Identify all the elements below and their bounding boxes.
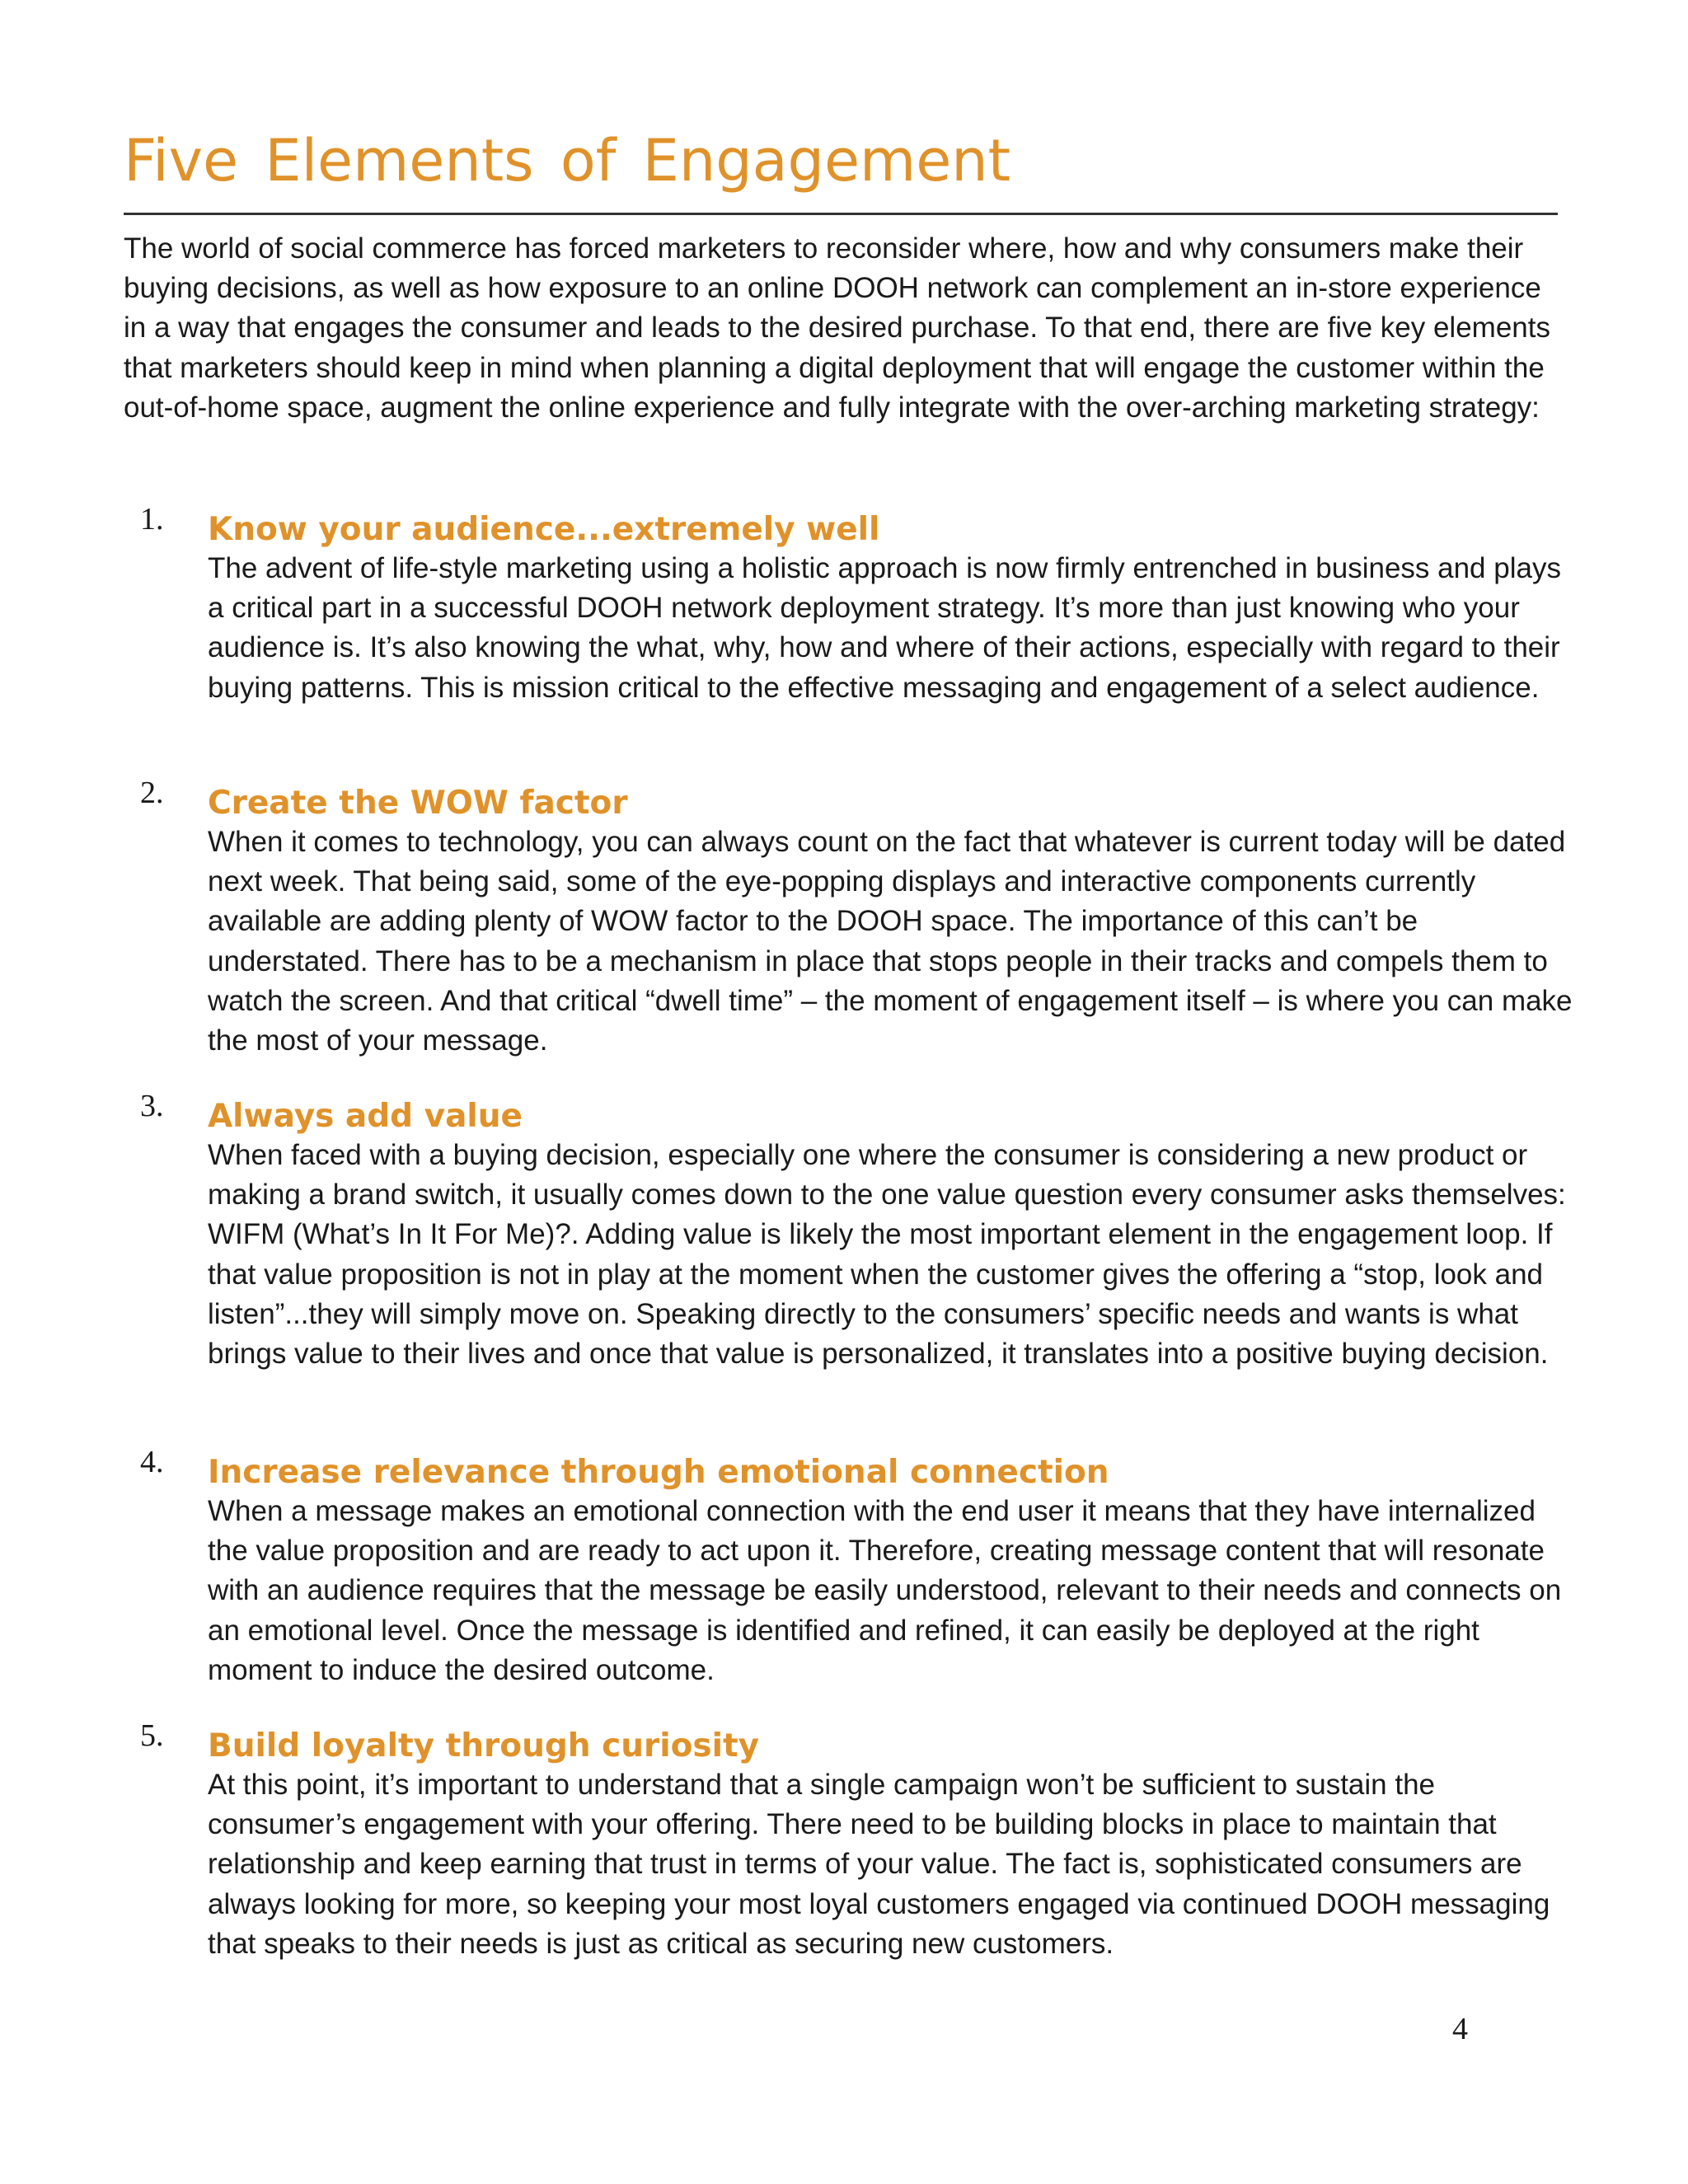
list-number-3: 3. [140, 1089, 164, 1123]
item-body-2: When it comes to technology, you can always count on the fact that whatever is current today will be dated next week. That being said, some of the eye-popping displays and interactive components currently available are adding plenty of WOW factor to the DOOH space. The importance of this can’t be understated. There has to be a mechanism in place that stops people in their tracks and compels them to watch the screen. And that critical “dwell time” – the moment of engagement itself – is where you can make the most of your message. [208, 826, 1573, 1057]
item-heading-4: Increase relevance through emotional connection [208, 1454, 1109, 1491]
item-body-5: At this point, it’s important to understand that a single campaign won’t be sufficient to sustain the consumer’s engagement with your offering. There need to be building blocks in place to maintain that relationship and keep earning that trust in terms of your value. The fact is, sophisticated consumers are always looking for more, so keeping your most loyal customers engaged via continued DOOH messaging that speaks to their needs is just as critical as securing new customers. [208, 1769, 1550, 1960]
page-number: 4 [1452, 2012, 1468, 2046]
item-heading-1: Know your audience...extremely well [208, 511, 880, 548]
list-number-5: 5. [140, 1718, 164, 1753]
title-divider [124, 213, 1558, 215]
item-heading-3: Always add value [208, 1098, 523, 1135]
item-heading-2: Create the WOW factor [208, 785, 628, 822]
list-number-2: 2. [140, 776, 164, 810]
list-number-4: 4. [140, 1445, 164, 1479]
list-number-1: 1. [140, 502, 164, 537]
page-title: Five Elements of Engagement [124, 127, 1011, 194]
item-heading-5: Build loyalty through curiosity [208, 1727, 760, 1765]
item-body-3: When faced with a buying decision, especially one where the consumer is considering a new product or making a brand switch, it usually comes down to the one value question every consumer asks themselves: WIFM (What’s In It For Me)?. Adding value is likely the most important element in the engagement loop. If that value proposition is not in play at the moment when the customer gives the offering a “stop, look and listen”...they will simply move on. Speaking directly to the consumers’ specific needs and wants is what brings value to their lives and once that value is personalized, it translates into a positive buying decision. [208, 1139, 1566, 1371]
item-body-1: The advent of life-style marketing using a holistic approach is now firmly entrenched in business and plays a critical part in a successful DOOH network deployment strategy. It’s more than just knowing who your audience is. It’s also knowing the what, why, how and where of their actions, especially with regard to their buying patterns. This is mission critical to the effective messaging and engagement of a select audience. [208, 552, 1561, 704]
intro-paragraph: The world of social commerce has forced marketers to reconsider where, how and why consumers make their buying decisions, as well as how exposure to an online DOOH network can complement an in-store experience in a way that engages the consumer and leads to the desired purchase. To that end, there are five key elements that marketers should keep in mind when planning a digital deployment that will engage the customer within the out-of-home space, augment the online experience and fully integrate with the over-arching marketing strategy: [124, 232, 1550, 424]
item-body-4: When a message makes an emotional connection with the end user it means that they have internalized the value proposition and are ready to act upon it. Therefore, creating message content that will resonate with an audience requires that the message be easily understood, relevant to their needs and connects on an emotional level. Once the message is identified and refined, it can easily be deployed at the right moment to induce the desired outcome. [208, 1495, 1562, 1686]
